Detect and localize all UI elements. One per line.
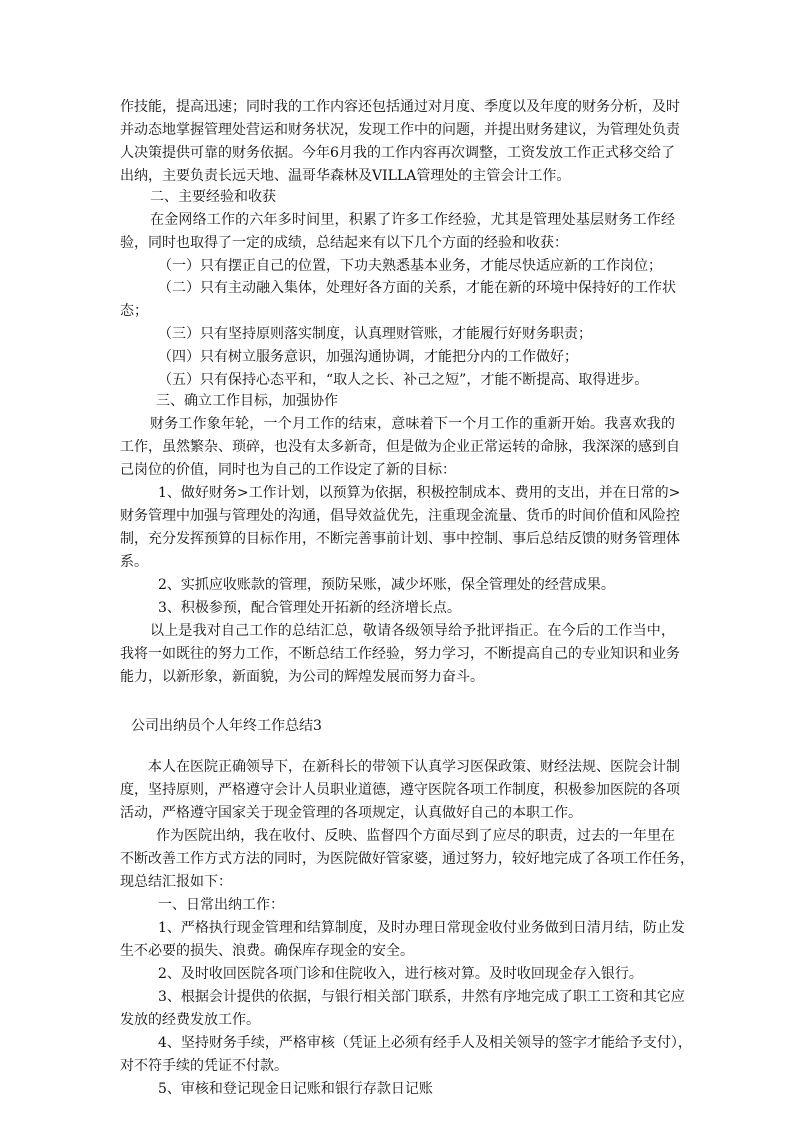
- paragraph-line: 工作，虽然繁杂、琐碎，也没有太多新奇，但是做为企业正常运转的命脉，我深深的感到自: [120, 439, 680, 455]
- list-item: 4、坚持财务手续，严格审核（凭证上必须有经手人及相关领导的签字才能给予支付），: [158, 1035, 692, 1051]
- section-heading: 一、日常出纳工作：: [158, 897, 284, 913]
- list-item: （四）只有树立服务意识，加强沟通协调，才能把分内的工作做好；: [158, 349, 578, 365]
- list-item: （三）只有坚持原则落实制度，认真理财管账，才能履行好财务职责；: [158, 326, 592, 342]
- list-item: 生不必要的损失、浪费。确保库存现金的安全。: [120, 943, 414, 959]
- paragraph-line: 以上是我对自己工作的总结汇总，敬请各级领导给予批评指正。在今后的工作当中，: [150, 623, 675, 639]
- paragraph-line: 财务工作象年轮，一个月工作的结束，意味着下一个月工作的重新开始。我喜欢我的: [150, 416, 675, 432]
- paragraph-line: 作为医院出纳，我在收付、反映、监督四个方面尽到了应尽的职责，过去的一年里在: [156, 828, 675, 844]
- list-item: 1、严格执行现金管理和结算制度，及时办理日常现金收付业务做到日清月结，防止发: [158, 920, 685, 936]
- paragraph-line: 并动态地掌握管理处营运和财务状况，发现工作中的问题，并提出财务建议，为管理处负责: [120, 122, 680, 138]
- list-item: 系。: [120, 554, 148, 570]
- section-heading: 三、确立工作目标，加强协作: [156, 393, 338, 409]
- paragraph-line: 不断改善工作方式方法的同时，为医院做好管家婆，通过努力，较好地完成了各项工作任务，: [120, 851, 694, 867]
- list-item: （五）只有保持心态平和，“取人之长、补己之短”，才能不断提高、取得进步。: [158, 372, 649, 388]
- paragraph-line: 己岗位的价值，同时也为自己的工作设定了新的目标：: [120, 462, 456, 478]
- paragraph-line: 现总结汇报如下：: [120, 874, 232, 890]
- list-item: 2、实抓应收账款的管理，预防呆账，减少坏账，保全管理处的经营成果。: [158, 577, 615, 593]
- list-item: 发放的经费发放工作。: [120, 1012, 260, 1028]
- section-heading: 二、主要经验和收获: [150, 189, 276, 205]
- paragraph-line: 验，同时也取得了一定的成绩，总结起来有以下几个方面的经验和收获：: [120, 235, 568, 251]
- list-item: 制，充分发挥预算的目标作用，不断完善事前计划、事中控制、事后总结反馈的财务管理体: [120, 531, 680, 547]
- list-item: 3、积极参预，配合管理处开拓新的经济增长点。: [158, 600, 461, 616]
- list-item: 财务管理中加强与管理处的沟通，倡导效益优先，注重现金流量、货币的时间价值和风险控: [120, 508, 680, 524]
- list-item: 对不符手续的凭证不付款。: [120, 1058, 288, 1074]
- paragraph-line: 本人在医院正确领导下，在新科长的带领下认真学习医保政策、财经法规、医院会计制: [148, 759, 680, 775]
- paragraph-line: 能力，以新形象，新面貌，为公司的辉煌发展而努力奋斗。: [120, 669, 484, 685]
- paragraph-line: 我将一如既往的努力工作，不断总结工作经验，努力学习，不断提高自己的专业知识和业务: [120, 646, 680, 662]
- paragraph-line: 度，坚持原则，严格遵守会计人员职业道德，遵守医院各项工作制度，积极参加医院的各项: [120, 782, 680, 798]
- list-item: 5、审核和登记现金日记账和银行存款日记账: [158, 1081, 433, 1097]
- paragraph-line: 作技能，提高迅速；同时我的工作内容还包括通过对月度、季度以及年度的财务分析，及时: [120, 99, 680, 115]
- paragraph-line: 人决策提供可靠的财务依据。今年6月我的工作内容再次调整，工资发放工作正式移交给了: [120, 145, 675, 161]
- paragraph-line: 出纳，主要负责长远天地、温哥华森林及VILLA管理处的主管会计工作。: [120, 168, 571, 184]
- list-item: （二）只有主动融入集体，处理好各方面的关系，才能在新的环境中保持好的工作状: [158, 280, 676, 296]
- paragraph-line: 活动，严格遵守国家关于现金管理的各项规定，认真做好自己的本职工作。: [120, 805, 582, 821]
- list-item: 1、做好财务>工作计划，以预算为依据，积极控制成本、费用的支出，并在日常的>: [158, 485, 681, 501]
- list-item: 2、及时收回医院各项门诊和住院收入，进行核对算。及时收回现金存入银行。: [158, 966, 643, 982]
- list-item: 3、根据会计提供的依据，与银行相关部门联系，井然有序地完成了职工工资和其它应: [158, 989, 685, 1005]
- article-title: 公司出纳员个人年终工作总结3: [131, 718, 322, 734]
- paragraph-line: 在金网络工作的六年多时间里，积累了许多工作经验，尤其是管理处基层财务工作经: [150, 212, 675, 228]
- list-item: 态；: [120, 303, 148, 319]
- list-item: （一）只有摆正自己的位置，下功夫熟悉基本业务，才能尽快适应新的工作岗位；: [158, 258, 662, 274]
